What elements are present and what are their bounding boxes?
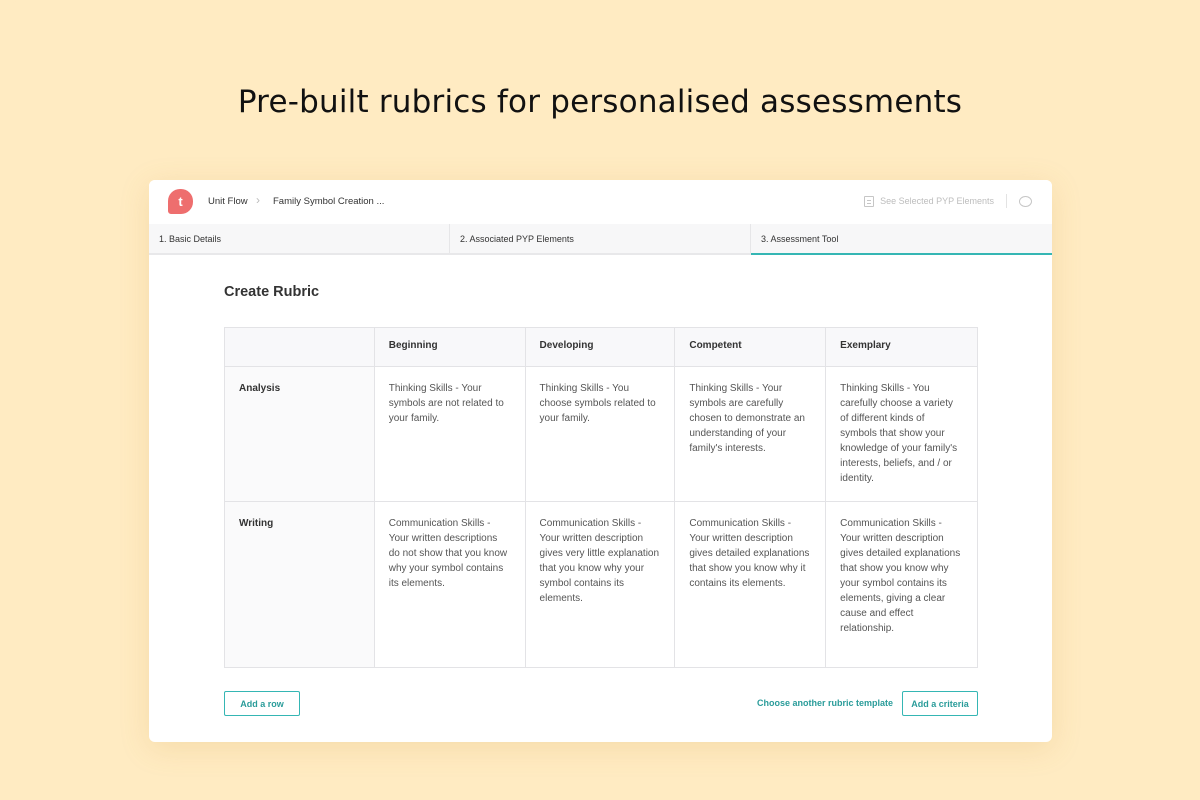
tab-associated-pyp-elements[interactable]: 2. Associated PYP Elements: [450, 224, 751, 253]
level-header-beginning[interactable]: Beginning: [374, 328, 525, 367]
level-header-exemplary[interactable]: Exemplary: [840, 340, 891, 351]
add-criteria-button[interactable]: Add a criteria: [902, 691, 978, 716]
breadcrumb-current[interactable]: Family Symbol Creation ...: [273, 196, 385, 207]
rubric-cell[interactable]: Thinking Skills - Your symbols are not related to your family.: [374, 367, 525, 502]
rubric-cell[interactable]: Communication Skills - Your written description gives very little explanation that you know why your symbol contains its elements.: [525, 502, 675, 668]
rubric-cell[interactable]: Thinking Skills - Your symbols are carefully chosen to demonstrate an understanding of your family's interests.: [675, 367, 826, 502]
page-title: Create Rubric: [224, 284, 320, 300]
breadcrumb-unit-flow[interactable]: Unit Flow: [208, 196, 248, 207]
app-logo[interactable]: t: [168, 189, 193, 214]
chat-icon[interactable]: [1019, 196, 1032, 207]
rubric-cell[interactable]: Communication Skills - Your written description gives detailed explanations that show you know why it contains its elements.: [675, 502, 826, 668]
tab-assessment-tool[interactable]: 3. Assessment Tool: [751, 224, 1052, 253]
rubric-cell[interactable]: Thinking Skills - You choose symbols related to your family.: [525, 367, 675, 502]
level-header-developing[interactable]: Developing: [525, 328, 675, 367]
chevron-right-icon: ›: [256, 193, 260, 207]
rubric-table: [224, 327, 978, 668]
criterion-writing[interactable]: Writing: [225, 502, 375, 668]
divider: [1006, 194, 1007, 208]
table-row: [225, 502, 978, 668]
rubric-corner-cell: [225, 328, 375, 367]
app-window: [149, 180, 1052, 742]
rubric-cell[interactable]: Thinking Skills - You carefully choose a variety of different kinds of symbols that show your knowledge of your family's interests, beliefs, and / or identity.: [840, 383, 958, 484]
criterion-analysis[interactable]: Analysis: [225, 367, 375, 502]
rubric-cell[interactable]: Communication Skills - Your written descriptions do not show that you know why your symbol contains its elements.: [374, 502, 525, 668]
headline: Pre-built rubrics for personalised assessments: [237, 84, 963, 120]
choose-template-link[interactable]: Choose another rubric template: [757, 698, 894, 708]
step-tabs: [149, 224, 1052, 255]
rubric-cell[interactable]: Communication Skills - Your written description gives detailed explanations that show you know why your symbol contains its elements, giving a clear cause and effect relationship.: [840, 518, 961, 634]
top-bar: [149, 180, 1052, 224]
see-selected-button[interactable]: See Selected PYP Elements: [880, 196, 994, 206]
add-row-button[interactable]: Add a row: [224, 691, 300, 716]
level-header-competent[interactable]: Competent: [675, 328, 826, 367]
top-actions: [864, 194, 1032, 208]
document-icon: [864, 196, 874, 207]
tab-basic-details[interactable]: 1. Basic Details: [149, 224, 450, 253]
table-row: [225, 367, 978, 502]
rubric-header-row: [225, 328, 978, 367]
